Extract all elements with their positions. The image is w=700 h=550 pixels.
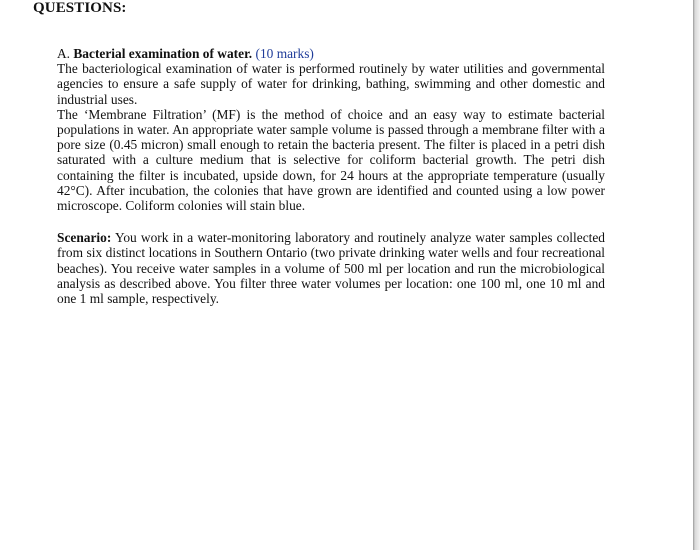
paragraph-bacteriological-examination: The bacteriological examination of water is performed routinely by water utilities and governmental agencies to ensure a safe supply of water for drinking, bathing, swimming and other domestic and industrial uses. — [57, 61, 605, 107]
scenario-text: You work in a water-monitoring laboratory and routinely analyze water samples collected from six distinct locations in Southern Ontario (two private drinking water wells and four recreational beaches). You receive water samples in a volume of 500 ml per location and run the microbiological analysis as described above. You filter three water volumes per location: one 100 ml, one 10 ml and one 1 ml sample, respectively. — [57, 230, 605, 307]
section-a-prefix: A. — [57, 46, 74, 61]
section-a-title: Bacterial examination of water. — [73, 46, 253, 61]
section-a-marks: (10 marks) — [255, 46, 314, 61]
questions-heading: QUESTIONS: — [33, 0, 127, 16]
scenario-paragraph — [57, 230, 605, 306]
scenario-label: Scenario: — [57, 230, 112, 246]
document-content — [57, 46, 605, 306]
section-a-header — [57, 46, 605, 61]
paragraph-membrane-filtration: The ‘Membrane Filtration’ (MF) is the method of choice and an easy way to estimate bacterial populations in water. An appropriate water sample volume is passed through a membrane filter with a pore size (0.45 micron) small enough to retain the bacteria present. The filter is placed in a petri dish saturated with a culture medium that is selective for coliform bacterial growth. The petri dish containing the filter is incubated, upside down, for 24 hours at the appropriate temperature (usually 42°C). After incubation, the colonies that have grown are identified and counted using a low power microscope. Coliform colonies will stain blue. — [57, 106, 605, 214]
window-edge — [693, 0, 700, 550]
